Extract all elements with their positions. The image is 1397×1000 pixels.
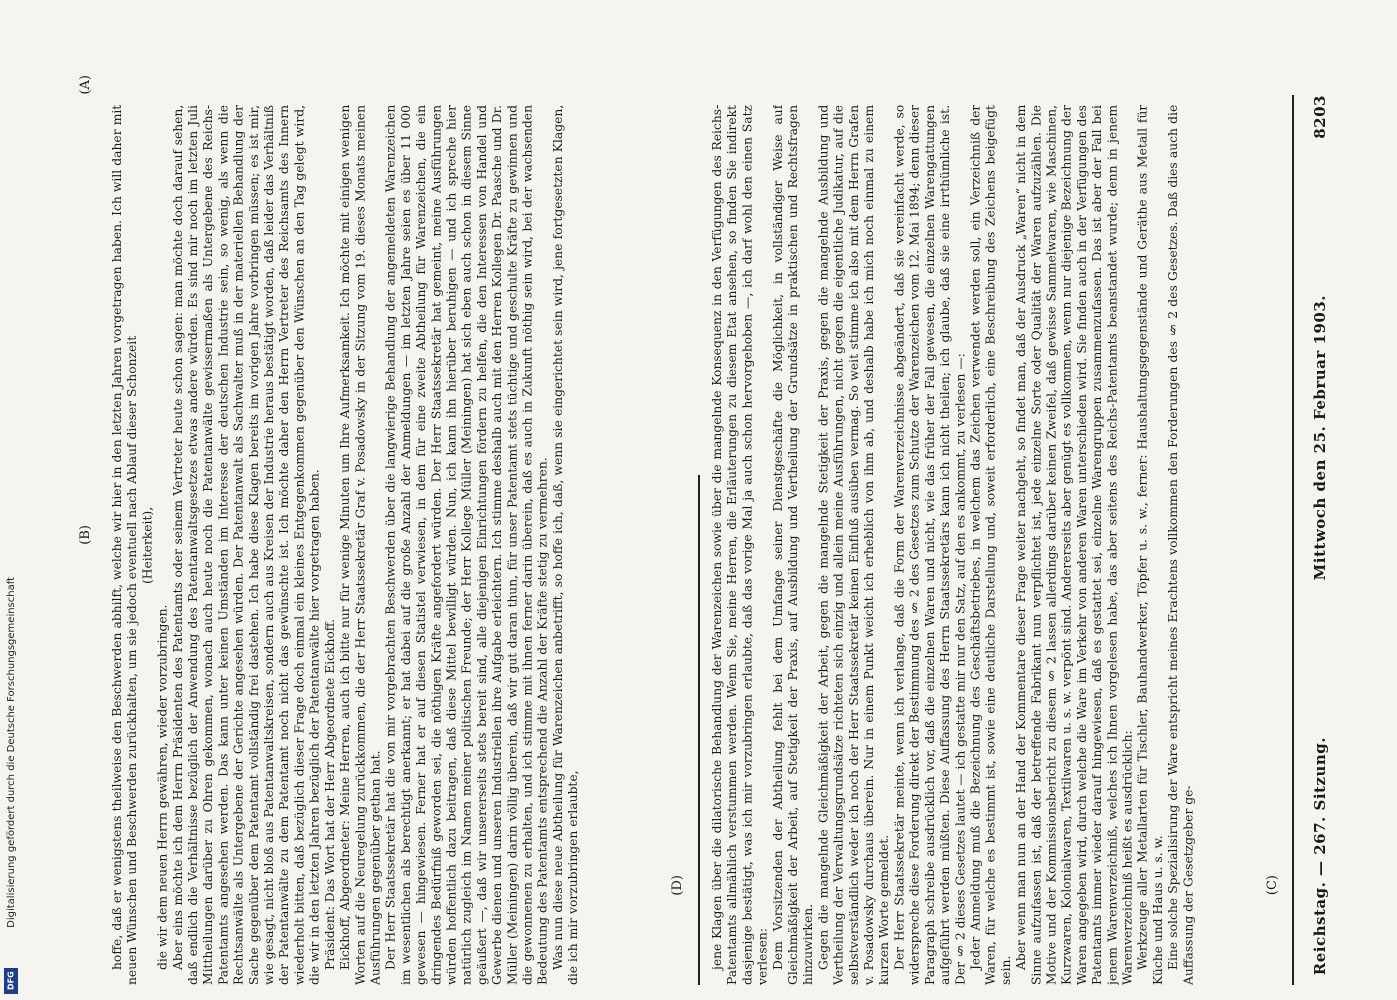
footer-credit: Digitalisierung gefördert durch die Deutsche Forschungsgemeinschaft — [5, 577, 17, 928]
page-content — [70, 55, 1330, 985]
column-divider — [698, 475, 700, 985]
paragraph: Eickhoff, Abgeordneter: Meine Herren, auch ich bitte nur für wenige Minuten um Ihre Aufmerksamkeit. Ich möchte mit einigen wenigen Worten auf die Neuregelung zurückkommen, die der Herr Staatssekretär Graf v. Posadowsky in der Sitzung vom 19. dieses Monats meinen Ausführungen gegenüber gethan hat. — [338, 105, 383, 985]
paragraph: Der Herr Staatssekretär meinte, wenn ich verlange, daß die Form der Warenverzeichnisse abgeändert, daß sie vereinfacht werde, so widerspreche diese Forderung direkt der Bestimmung des § 2 des Gesetzes zum Schutze der Warenzeichen vom 12. Mai 1894; denn dieser Paragraph schreibe ausdrücklich vor, daß die einzelnen Waren und nicht, wie das früher der Fall gewesen, die einzelnen Warengattungen aufgeführt werden müßten. Diese Auffassung des Herrn Staatssekretärs kann ich nicht theilen; ich glaube, daß sie eine irrthümliche ist. Der § 2 dieses Gesetzes lautet — ich gestatte mir nur den Satz, auf den es ankommt, zu verlesen —: — [892, 105, 968, 985]
column-left — [110, 105, 688, 985]
page-number: 8203 — [1311, 95, 1329, 139]
dfg-logo-icon: DFG — [4, 968, 18, 994]
quote-paragraph: Jeder Anmeldung muß die Bezeichnung des Geschäftsbetriebes, in welchem das Zeichen verwendet werden soll, ein Verzeichniß der Waren, für welche es bestimmt ist, sowie eine deutliche Darstellung und, soweit erforderlich, eine Beschreibung des Zeichens beigefügt sein. — [968, 105, 1013, 985]
running-header — [1305, 95, 1335, 975]
margin-mark-d: (D) — [670, 875, 685, 896]
digitization-footer — [0, 0, 22, 1000]
margin-mark-c: (C) — [1265, 875, 1280, 896]
interjection: (Heiterkeit), — [140, 506, 155, 584]
paragraph: Aber eins möchte ich dem Herrn Präsidenten des Patentamts oder seinem Vertreter heute schon sagen: man möchte doch darauf sehen, daß endlich die Verhältnisse bezüglich der Anwendung des Patentanwaltsgesetzes etwas andere würden. Es sind mir noch im letzten Juli Mittheilungen darüber zu Ohren gekommen, wonach auch heute noch die Patentanwälte gewissermaßen als Untergebene des Reichs-Patentamts angesehen werden. Das kann unter keinen Umständen im Interesse der deutschen Industrie sein, so wenig, als wenn die Rechtsanwälte als Untergebene der Gerichte angesehen würden. Der Patentanwalt als Sachwalter muß in der materiellen Behandlung der Sache gegenüber dem Patentamt vollständig frei dastehen. Ich habe diese Klagen bereits im vorigen Jahre vorbringen müssen; es ist mir, wie gesagt, nicht bloß aus Patentanwaltskreisen, sondern auch aus Kreisen der Industrie heraus bestätigt worden, daß leider das Verhältniß der Patentanwälte zu dem Patentamt noch nicht das gewünschte ist. Ich möchte daher den Herrn Vertreter des Reichsamts des Innern wiederholt bitten, daß bezüglich dieser Frage doch einmal ein kleines Entgegenkommen gegenüber den Wünschen an den Tag gelegt wird, die wir in den letzten Jahren bezüglich der Patentanwälte hier vorgetragen haben. — [170, 105, 322, 985]
paragraph: Aber wenn man nun an der Hand der Kommentare dieser Frage weiter nachgeht, so findet man, daß der Ausdruck „Waren“ nicht in dem Sinne aufzufassen ist, daß der betreffende Fabrikant nun verpflichtet ist, jede einzelne Sorte oder Qualität der Waren aufzuzählen. Die Motive und der Kommissionsbericht zu diesem § 2 lassen allerdings darüber keinen Zweifel, daß gewisse Sammelwaren, wie Maschinen, Kurzwaren, Kolonialwaren, Textilwaren u. s. w. verpönt sind. Andererseits aber genügt es vollkommen, wenn nur diejenige Bezeichnung der Waren angegeben wird, durch welche die Ware im Verkehr von anderen Waren unterschieden wird. Sie finden auch in der Verfügungen des Patentamts immer wieder darauf hingewiesen, daß es gestattet sei, einzelne Warengruppen zusammenzufassen. Das ist aber der Fall bei jenem Warenverzeichniß, welches ich Ihnen vorgelesen habe, das aber seitens des Reichs-Patentamts beanstandet wurde; denn in jenem Warenverzeichniß heißt es ausdrücklich: — [1014, 105, 1135, 985]
paragraph: jene Klagen über die dilatorische Behandlung der Warenzeichen sowie über die mangelnde Konsequenz in den Verfügungen des Reichs-Patentamts allmählich verstummen werden. Wenn Sie, meine Herren, die Erläuterungen zu diesem Etat ansehen, so finden Sie indirekt dasjenige bestätigt, was ich mir vorzubringen erlaubte, daß das vorige Mal ja auch schon hervorgehoben —, ich darf wohl den einen Satz verlesen: — [710, 105, 770, 985]
quote-paragraph: Dem Vorsitzenden der Abtheilung fehlt bei dem Umfange seiner Dienstgeschäfte die Möglichkeit, in vollständiger Weise auf Gleichmäßigkeit der Arbeit, auf Stetigkeit der Praxis, auf Ausbildung und Vertheilung der Grundsätze in praktischen und Rechtsfragen hinzuwirken. — [770, 105, 816, 985]
quote-paragraph: Werkzeuge aller Metallarten für Tischler, Bauhandwerker, Töpfer u. s. w., ferner: Haushaltungsgegenstände und Geräthe aus Metall für Küche und Haus u. s. w. — [1135, 105, 1165, 985]
header-date: Mittwoch den 25. Februar 1903. — [1311, 295, 1329, 581]
header-session: Reichstag. — 267. Sitzung. — [1311, 736, 1329, 975]
column-right — [710, 105, 1285, 985]
paragraph: Gegen die mangelnde Gleichmäßigkeit der Arbeit, gegen die mangelnde Stetigkeit der Praxis, gegen die mangelnde Ausbildung und Vertheilung der Verwaltungsgrundsätze richteten sich einzig und allein meine Ausführungen, nicht gegen die eigentliche Judikatur, auf die selbstverständlich weder ich noch der Herr Staatssekretär keinen Einfluß ausüben vermag. So weit stimme ich also mit dem Herrn Grafen v. Posadowsky durchaus überein. Nur in einem Punkt weicht ich erheblich von ihm ab, und deshalb habe ich mich noch einmal zu einem kurzen Worte gemeldet. — [816, 105, 892, 985]
paragraph: Eine solche Spezialisirung der Ware entspricht meines Erachtens vollkommen den Forderungen des § 2 des Gesetzes. Daß dies auch die Auffassung der Gesetzgeber ge- — [1166, 105, 1196, 985]
margin-mark-a: (A) — [78, 75, 93, 95]
paragraph: Was nun diese neue Abtheilung für Warenzeichen anbetrifft, so hoffe ich, daß, wenn sie eingerichtet sein wird, jene fortgesetzten Klagen, die ich mir vorzubringen erlaubte, — [550, 105, 581, 985]
paragraph: Der Herr Staatssekretär hat die von mir vorgebrachten Beschwerden über die langwierige Behandlung der angemeldeten Warenzeichen im wesentlichen als berechtigt anerkannt; er hat dabei auf die große Anzahl der Anmeldungen — im letzten Jahre seien es über 11 000 gewesen — hingewiesen. Ferner hat er auf diesen Statistel verwiesen, in dem für eine zweite Abtheilung für Warenzeichen, die ein dringendes Bedürfniß geworden sei, die nöthigen Kräfte angefordert würden. Der Herr Staatssekretär hat gemeint, meine Ausführungen würden hoffentlich dazu beitragen, daß diese Mittel bewilligt würden. Nun, ich kann ihn hierüber beruhigen — und ich spreche hier natürlich zugleich im Namen meiner politischen Freunde; der Herr Kollege Müller (Meiningen) hat sich eben auch schon in diesem Sinne geäußert —, daß wir unsererseits stets bereit sind, alle diejenigen Einrichtungen fördern zu helfen, die den Interessen von Handel und Gewerbe dienen und unseren Industriellen ihre Aufgabe erleichtern. Ich stimme deshalb auch mit den Herren Kollegen Dr. Paasche und Dr. Müller (Meiningen) darin völlig überein, daß wir gut daran thun, für unser Patentamt stets tüchtige und geschulte Kräfte zu gewinnen und die gewonnenen zu erhalten, und ich stimme mit ihnen ferner darin überein, daß es auch in Zukunft nöthig sein wird, bei der wachsenden Bedeutung des Patentamts entsprechend die Anzahl der Kräfte stetig zu vermehren. — [383, 105, 550, 985]
header-rule — [1292, 95, 1294, 985]
margin-mark-b: (B) — [78, 525, 93, 545]
paragraph: Präsident: Das Wort hat der Herr Abgeordnete Eickhoff. — [322, 619, 337, 971]
paragraph: hoffe, daß er wenigstens theilweise den Beschwerden abhilft, welche wir hier in den letzten Jahren vorgetragen haben. Ich will daher mit neuen Wünschen und Beschwerden zurückhalten, um sie jedoch eventuell nach Ablauf dieser Schonzeit — [110, 105, 140, 985]
paragraph: die wir dem neuen Herrn gewähren, wieder vorzubringen. — [155, 604, 170, 971]
